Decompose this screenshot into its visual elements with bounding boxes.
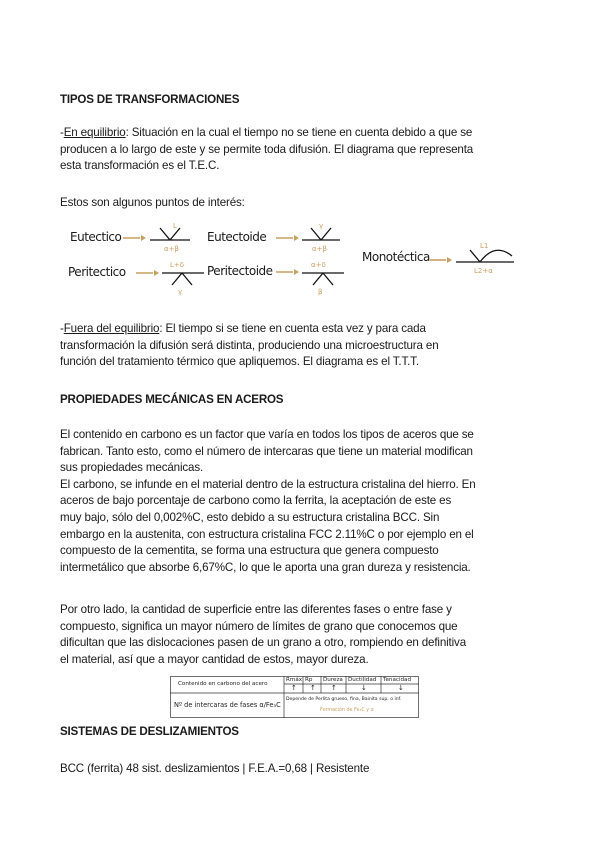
row2-label: Nº de intercaras de fases α/Fe₃C bbox=[174, 701, 281, 709]
para1-line: fabrican. Tanto esto, como el número de intercaras que tiene un material modifican bbox=[60, 444, 473, 458]
eq-prefix: - bbox=[60, 126, 64, 139]
header-tenacidad: Tenacidad bbox=[383, 677, 412, 683]
section-title-tipos: TIPOS DE TRANSFORMACIONES bbox=[60, 93, 240, 106]
para2-line: Por otro lado, la cantidad de superficie entre las diferentes fases o entre fase y bbox=[60, 603, 452, 616]
peritectico-bottom: γ bbox=[178, 288, 183, 296]
para1-line: El carbono, se infunde en el material dentro de la estructura cristalina del hierro. En bbox=[60, 477, 476, 491]
peritectico-top: L+δ bbox=[170, 261, 185, 269]
header-rp: Rp bbox=[305, 677, 313, 683]
para2-line: dificultan que las dislocaciones pasen de un grano a otro, rompiendo en definitiva bbox=[60, 636, 466, 650]
eutectico-top: L bbox=[173, 222, 177, 230]
row2-note: Depende de Perlita grueso, fina, Bainita sup. o inf. bbox=[286, 697, 402, 702]
section-title-sistemas: SISTEMAS DE DESLIZAMIENTOS bbox=[60, 725, 239, 738]
bcc-line: BCC (ferrita) 48 sist. deslizamientos | F.E.A.=0,68 | Resistente bbox=[60, 762, 370, 775]
equilibrium-paragraph bbox=[60, 125, 530, 175]
monotectica-top: L1 bbox=[480, 242, 489, 250]
row1-tenacidad: ↓ bbox=[398, 684, 404, 692]
reaction-diagrams bbox=[0, 210, 600, 300]
neq-term: Fuera del equilibrio bbox=[63, 322, 160, 335]
para2-line: compuesto, significa un mayor número de límites de grano que conocemos que bbox=[60, 619, 458, 633]
neq-prefix: - bbox=[60, 322, 64, 335]
interfaces-paragraph bbox=[60, 602, 530, 668]
neq-line1: : El tiempo si se tiene en cuenta esta vez y para cada bbox=[159, 322, 426, 335]
eq-line1: : Situación en la cual el tiempo no se tiene en cuenta debido a que se bbox=[125, 126, 473, 139]
reaction-monotectica-label: Monotéctica bbox=[362, 250, 430, 264]
peritectoide-top: α+δ bbox=[311, 261, 326, 269]
arrows bbox=[123, 235, 452, 276]
reaction-peritectico-label: Peritectico bbox=[68, 265, 126, 279]
para1-line: intermetálico que absorbe 6,67%C, lo que le aporta una gran dureza y resistencia. bbox=[60, 560, 471, 574]
para1-line: El contenido en carbono es un factor que varía en todos los tipos de aceros que se bbox=[60, 428, 474, 441]
row1-ductilidad: ↓ bbox=[361, 684, 367, 692]
properties-table bbox=[170, 676, 419, 718]
neq-line2: transformación la difusión será distinta, produciendo una microestructura en bbox=[60, 338, 439, 352]
para1-line: embargo en la austenita, con estructura cristalina FCC 2.11%C o por ejemplo en el bbox=[60, 527, 474, 541]
points-intro: Estos son algunos puntos de interés: bbox=[60, 196, 245, 209]
phase-lines bbox=[150, 228, 514, 285]
peritectoide-bottom: β bbox=[318, 288, 323, 296]
eutectoide-bottom: α+β bbox=[312, 245, 327, 253]
eutectico-bottom: α+β bbox=[164, 245, 179, 253]
section-title-propiedades: PROPIEDADES MECÁNICAS EN ACEROS bbox=[60, 393, 284, 406]
header-ductilidad: Ductilidad bbox=[348, 677, 377, 683]
eq-line2: producen a lo largo de este y se permite toda difusión. El diagrama que representa bbox=[60, 142, 474, 156]
neq-line3: función del tratamiento térmico que apliquemos. El diagrama es el T.T.T. bbox=[60, 355, 419, 369]
carbon-paragraph bbox=[60, 427, 530, 576]
reaction-eutectico-label: Eutectico bbox=[70, 230, 122, 244]
header-rmax: Rmáx bbox=[286, 677, 303, 683]
row1-rmax: ↑ bbox=[291, 684, 297, 692]
row2-sub: Formación de Fe₃C y α bbox=[320, 708, 374, 713]
phase-tags bbox=[164, 222, 493, 296]
row1-rp: ↑ bbox=[310, 684, 316, 692]
non-equilibrium-paragraph bbox=[60, 321, 530, 371]
para1-line: muy bajo, sólo del 0,002%C, esto debido a su estructura cristalina BCC. Sin bbox=[60, 510, 440, 524]
monotectica-bottom: L2+α bbox=[474, 267, 493, 275]
eq-term: En equilibrio bbox=[63, 126, 126, 139]
row1-dureza: ↑ bbox=[331, 684, 337, 692]
reaction-peritectoide-label: Peritectoide bbox=[207, 264, 273, 278]
eq-line3: esta transformación es el T.E.C. bbox=[60, 159, 220, 173]
para1-line: compuesto de la cementita, se forma una estructura que genera compuesto bbox=[60, 544, 439, 558]
para1-line: sus propiedades mecánicas. bbox=[60, 461, 204, 475]
para2-line: el material, así que a mayor cantidad de estos, mayor dureza. bbox=[60, 652, 369, 666]
header-dureza: Dureza bbox=[323, 677, 343, 683]
reaction-eutectoide-label: Eutectoide bbox=[207, 230, 267, 244]
eutectoide-top: γ bbox=[319, 222, 324, 230]
row1-label: Contenido en carbono del acero bbox=[178, 681, 268, 687]
para1-line: aceros de bajo porcentaje de carbono como la ferrita, la aceptación de este es bbox=[60, 494, 452, 508]
